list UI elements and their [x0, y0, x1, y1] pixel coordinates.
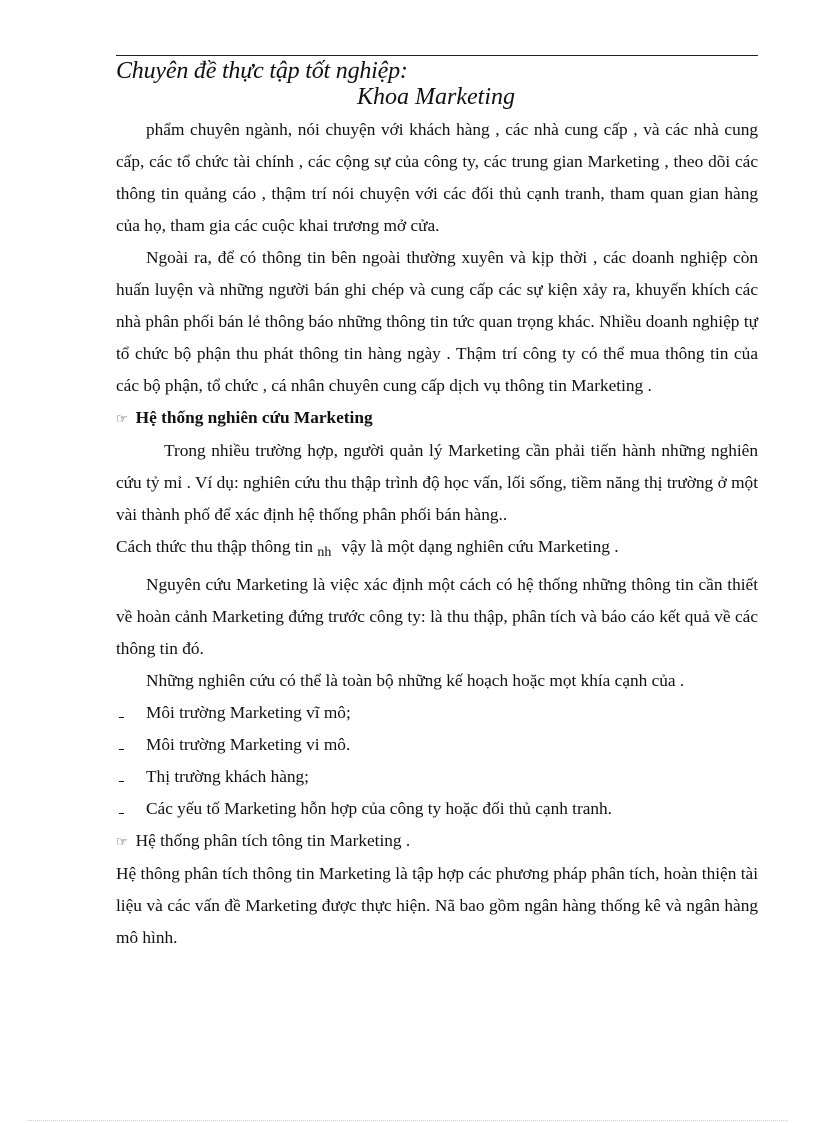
list-item-text: Các yếu tố Marketing hỗn hợp của công ty hoặc đối thủ cạnh tranh.: [146, 799, 613, 818]
section-heading-analysis: [116, 825, 758, 858]
paragraph-4: [116, 531, 758, 569]
hand-pointer-icon: ☞: [116, 834, 128, 849]
document-body: [116, 114, 758, 954]
header-title: Chuyên đề thực tập tốt nghiệp:: [116, 58, 408, 84]
paragraph-4-end: vậy là một dạng nghiên cứu Marketing .: [341, 537, 619, 556]
paragraph-3: Trong nhiều trường hợp, người quản lý Marketing cần phải tiến hành những nghiên cứu tỷ mỉ . Ví dụ: nghiên cứu thu thập trình độ học vấn, lối sống, tiềm năng thị trường ở một vài thành phố để xác định hệ thống phân phối bán hàng..: [116, 441, 758, 524]
header-department: Khoa Marketing: [357, 84, 515, 110]
paragraph-4-fragment: nh: [317, 545, 332, 560]
page-bottom-border: [28, 1120, 788, 1121]
research-scope-list: [116, 697, 758, 825]
hand-pointer-icon: ☞: [116, 411, 128, 426]
paragraph-5: Nguyên cứu Marketing là việc xác định một cách có hệ thống những thông tin cần thiết về hoàn cảnh Marketing đứng trước công ty: là thu thập, phân tích và báo cáo kết quả về các thông tin đó.: [116, 575, 758, 658]
list-item-text: Môi trường Marketing vi mô.: [146, 735, 351, 754]
section-heading-research-text: Hệ thống nghiên cứu Marketing: [135, 408, 373, 427]
paragraph-2: Ngoài ra, để có thông tin bên ngoài thường xuyên và kịp thời , các doanh nghiệp còn huấn luyện và những người bán ghi chép và cung cấp các sự kiện xảy ra, khuyến khích các nhà phân phối bán lẻ thông báo những thông tin tức quan trọng khác. Nhiều doanh nghiệp tự tổ chức bộ phận thu phát thông tin hàng ngày . Thậm trí công ty có thể mua thông tin của các bộ phận, tổ chức , cá nhân chuyên cung cấp dịch vụ thông tin Marketing .: [116, 248, 758, 395]
paragraph-1: phẩm chuyên ngành, nói chuyện với khách hàng , các nhà cung cấp , và các nhà cung cấp, các tổ chức tài chính , các cộng sự của công ty, các trung gian Marketing , theo dõi các thông tin quảng cáo , thậm trí nói chuyện với các đối thủ cạnh tranh, tham quan gian hàng của họ, tham gia các cuộc khai trương mở cửa.: [116, 120, 758, 235]
list-item-text: Thị trường khách hàng;: [146, 767, 309, 786]
list-item-text: Môi trường Marketing vĩ mô;: [146, 703, 351, 722]
list-item: [116, 761, 758, 793]
paragraph-7: Hệ thông phân tích thông tin Marketing là tập hợp các phương pháp phân tích, hoàn thiện tài liệu và các vấn đề Marketing được thực hiện. Nã bao gồm ngân hàng thống kê và ngân hàng mô hình.: [116, 864, 758, 947]
section-heading-research: [116, 402, 758, 435]
list-item: [116, 729, 758, 761]
header-rule: [116, 55, 758, 56]
paragraph-4-start: Cách thức thu thập thông tin: [116, 537, 314, 556]
section-heading-analysis-text: Hệ thống phân tích tông tin Marketing .: [135, 831, 411, 850]
list-item: [116, 793, 758, 825]
list-item: [116, 697, 758, 729]
paragraph-6: Những nghiên cứu có thể là toàn bộ những kế hoạch hoặc mọt khía cạnh của .: [146, 671, 685, 690]
